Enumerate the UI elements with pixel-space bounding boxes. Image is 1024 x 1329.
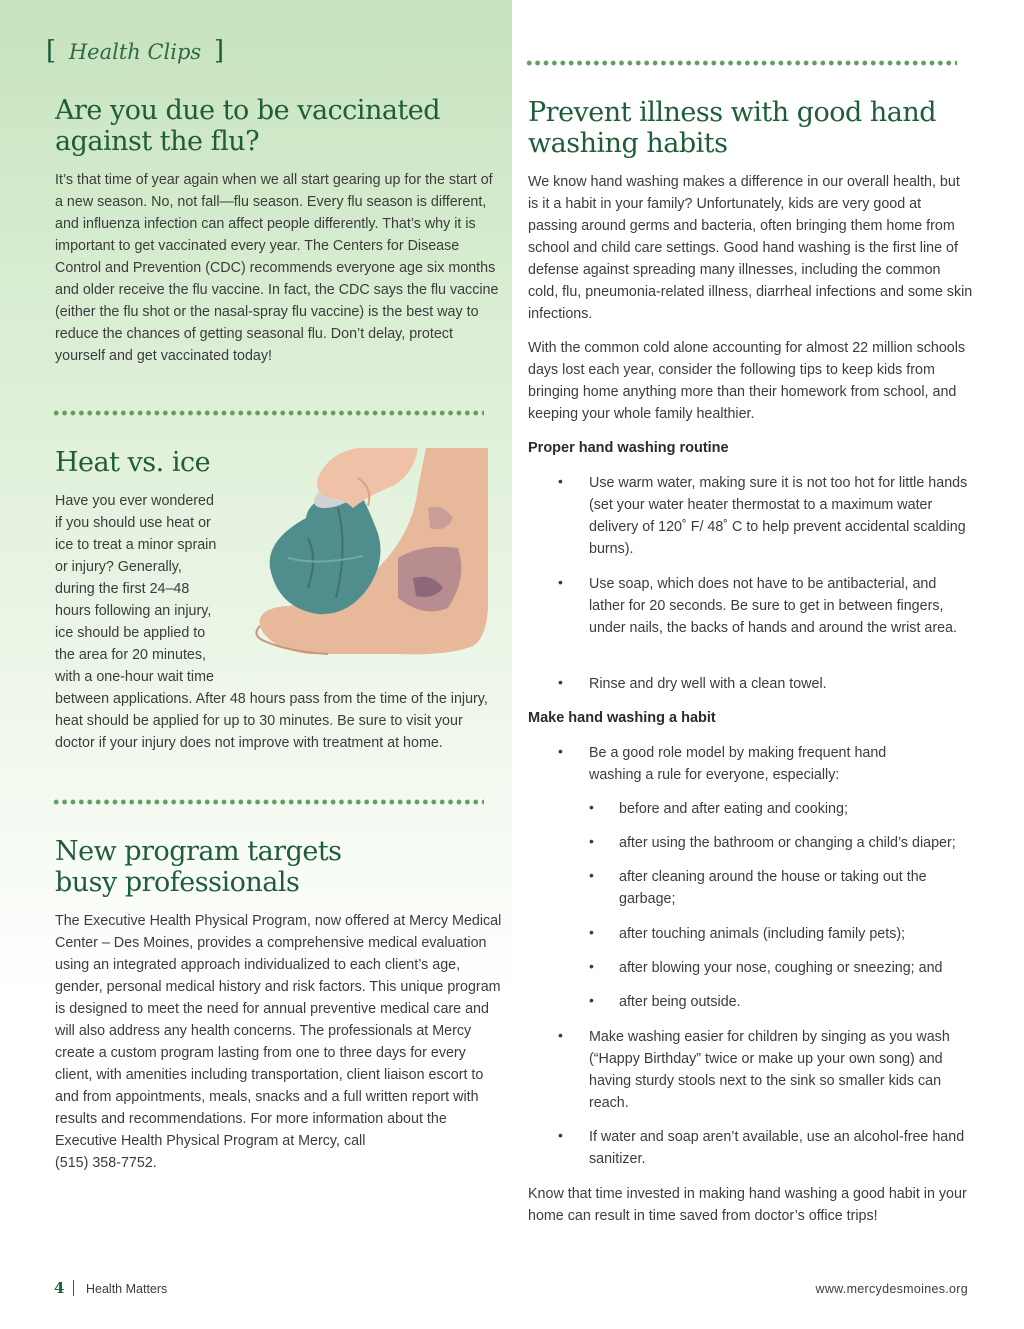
program-article-body [55,910,502,1174]
bullet-icon: • [589,833,594,849]
bullet-icon: • [558,574,563,590]
heat-line: ice to treat a minor sprain [55,537,217,553]
ice-pack-on-ankle-image [248,448,488,663]
bullet-icon: • [589,867,594,883]
program-article-title [55,836,505,898]
program-title-line-1: New program targets [55,836,342,867]
hand-article-paragraph-2: With the common cold alone accounting for almost 22 million schools days lost each year, consider the following tips to keep kids from bringing home anything more than their homework from school, and keeping your whole family healthier. [528,340,966,422]
habit-sub-item: after blowing your nose, coughing or sneezing; and [619,960,943,976]
flu-article-body: It’s that time of year again when we all start gearing up for the start of a new season. No, not fall—flu season. Every flu season is different, and influenza infection can affect people differently. That’s why it is important to get vaccinated every year. The Centers for Disease Control and Prevention (CDC) recommends everyone age six months and older receive the flu vaccine. In fact, the CDC says the flu vaccine (either the flu shot or the nasal-spray flu vaccine) is the best way to reduce the chances of getting seasonal flu. Don’t delay, protect yourself and get vaccinated today! [55,172,499,364]
habit-item: Make washing easier for children by singing as you wash (“Happy Birthday” twice or make up your own song) and having sturdy stools next to the sink so smaller kids can reach. [589,1029,950,1111]
bullet-icon: • [558,1127,563,1143]
routine-item: Rinse and dry well with a clean towel. [589,676,827,692]
habit-heading: Make hand washing a habit [528,710,716,726]
publication-name: Health Matters [86,1282,168,1296]
flu-article-title [55,95,505,157]
bullet-icon: • [558,743,563,759]
bracket-open-icon: [ [46,36,57,66]
heat-article-title: Heat vs. ice [55,447,211,478]
routine-item: Use warm water, making sure it is not too hot for little hands (set your water heater thermostat to a maximum water delivery of 120˚ F/ 48˚ C to help prevent accidental scalding burns). [589,475,968,557]
dotted-divider [525,60,957,66]
habit-sub-item: after being outside. [619,994,741,1010]
hand-article-closing: Know that time invested in making hand washing a good habit in your home can result in time saved from doctor’s office trips! [528,1186,967,1224]
habit-item: If water and soap aren’t available, use an alcohol-free hand sanitizer. [589,1129,965,1167]
section-kicker [46,36,224,66]
habit-sub-item: after touching animals (including family pets); [619,926,906,942]
page-number: 4 [54,1279,65,1297]
flu-title-line-1: Are you due to be vaccinated [55,95,441,126]
bullet-icon: • [589,799,594,815]
bullet-icon: • [558,674,563,690]
habit-sub-item: after using the bathroom or changing a child’s diaper; [619,835,956,851]
heat-line: ice should be applied to [55,625,206,641]
heat-line: the area for 20 minutes, [55,647,206,663]
routine-heading: Proper hand washing routine [528,440,729,456]
habit-item: Be a good role model by making frequent hand washing a rule for everyone, especially: [589,745,887,783]
heat-article-narrow-text [55,490,255,688]
bracket-close-icon: ] [213,36,225,66]
footer-divider [73,1280,74,1296]
kicker-label: Health Clips [68,40,202,64]
heat-line: Have you ever wondered [55,493,214,509]
routine-item: Use soap, which does not have to be antibacterial, and lather for 20 seconds. Be sure to get in between fingers, under nails, the backs of hands and around the wrist area. [589,576,957,636]
hand-title-line-1: Prevent illness with good hand [528,97,937,128]
dotted-divider [52,799,484,805]
heat-line: or injury? Generally, [55,559,182,575]
bullet-icon: • [589,924,594,940]
heat-line: hours following an injury, [55,603,212,619]
website-url[interactable]: www.mercydesmoines.org [815,1282,968,1296]
bullet-icon: • [558,473,563,489]
flu-title-line-2: against the flu? [55,126,260,157]
heat-article-body: between applications. After 48 hours pass from the time of the injury, heat should be applied for up to 30 minutes. Be sure to visit your doctor if your injury does not improve with treatment at home. [55,691,488,751]
dotted-divider [52,410,484,416]
heat-line: if you should use heat or [55,515,211,531]
hand-title-line-2: washing habits [528,128,728,159]
program-title-line-2: busy professionals [55,867,300,898]
hand-article-intro: We know hand washing makes a difference in our overall health, but is it a habit in your family? Unfortunately, kids are very good at passing around germs and bacteria, often bringing them home from school and child care settings. Good hand washing is the first line of defense against spreading many illnesses, including the common cold, flu, pneumonia-related illness, diarrheal infections and some skin infections. [528,174,973,322]
bullet-icon: • [558,1027,563,1043]
program-phone: (515) 358-7752. [55,1155,157,1171]
program-body-text: The Executive Health Physical Program, now offered at Mercy Medical Center – Des Moines, provides a comprehensive medical evaluation using an integrated approach individualized to each client’s age, gender, personal medical history and risk factors. This unique program is designed to meet the need for annual preventive medical care and will also address any health concerns. The professionals at Mercy create a custom program lasting from one to three days for every client, with amenities including transportation, client liaison escort to and from appointments, meals, snacks and a full written report with results and recommendations. For more information about the Executive Health Physical Program at Mercy, call [55,913,502,1149]
bullet-icon: • [589,958,594,974]
heat-line: with a one-hour wait time [55,669,214,685]
heat-line: during the first 24–48 [55,581,190,597]
habit-sub-item: before and after eating and cooking; [619,801,848,817]
habit-sub-item: after cleaning around the house or taking out the garbage; [619,869,927,907]
hand-article-title [528,97,978,159]
bullet-icon: • [589,992,594,1008]
